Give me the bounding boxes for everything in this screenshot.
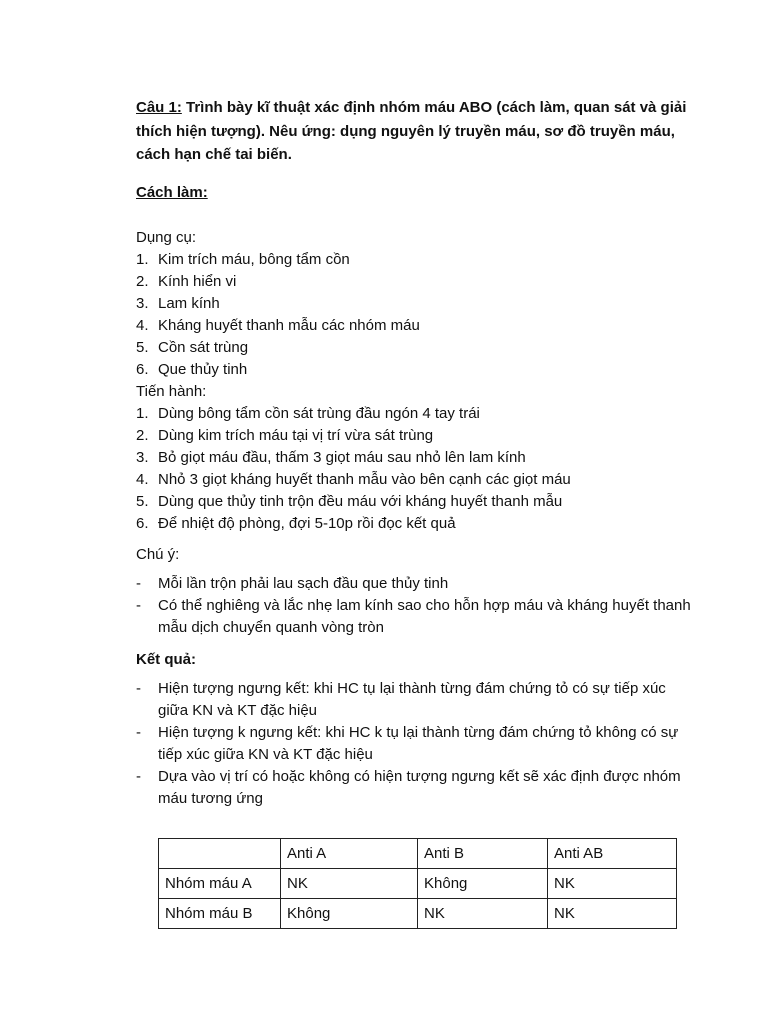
list-number: 6.	[136, 515, 149, 532]
table-row	[159, 869, 677, 899]
question-text: Trình bày kĩ thuật xác định nhóm máu ABO (cách làm, quan sát và giải thích hiện tượng). Nêu ứng: dụng nguyên lý truyền máu, sơ đồ truyền máu, cách hạn chế tai biến.	[136, 99, 687, 163]
list-text: Kim trích máu, bông tẩm cồn	[158, 251, 350, 268]
tools-heading: Dụng cụ:	[136, 229, 197, 246]
list-number: 1.	[136, 405, 149, 422]
results-section	[136, 649, 696, 810]
list-item	[136, 359, 696, 381]
list-item	[136, 513, 696, 535]
table-cell: NK	[548, 869, 677, 899]
list-text: Bỏ giọt máu đầu, thấm 3 giọt máu sau nhỏ lên lam kính	[158, 449, 526, 466]
table-cell: NK	[548, 899, 677, 929]
list-text: Mỗi lần trộn phải lau sạch đầu que thủy tinh	[158, 575, 449, 592]
list-item	[136, 425, 696, 447]
procedure-heading: Tiến hành:	[136, 383, 207, 400]
list-text: Que thủy tinh	[158, 361, 248, 378]
list-text: Cồn sát trùng	[158, 339, 249, 356]
question-label: Câu 1:	[136, 99, 182, 116]
table-cell: NK	[281, 869, 418, 899]
list-text: Lam kính	[158, 295, 220, 312]
list-text: Hiện tượng k ngưng kết: khi HC k tụ lại thành từng đám chứng tỏ không có sự tiếp xúc giữa KN và KT đặc hiệu	[158, 724, 679, 763]
list-text: Hiện tượng ngưng kết: khi HC tụ lại thành từng đám chứng tỏ có sự tiếp xúc giữa KN và KT đặc hiệu	[158, 680, 666, 719]
list-text: Có thể nghiêng và lắc nhẹ lam kính sao cho hỗn hợp máu và kháng huyết thanh mẫu dịch chuyển quanh vòng tròn	[158, 597, 691, 636]
list-item	[136, 293, 696, 315]
question-paragraph	[136, 96, 696, 167]
list-item	[136, 315, 696, 337]
table-cell: Anti AB	[548, 839, 677, 869]
list-text: Kháng huyết thanh mẫu các nhóm máu	[158, 317, 420, 334]
bullet-dash: -	[136, 575, 141, 592]
table-cell: Nhóm máu B	[159, 899, 281, 929]
method-heading: Cách làm:	[136, 184, 208, 201]
list-text: Dựa vào vị trí có hoặc không có hiện tượng ngưng kết sẽ xác định được nhóm máu tương ứng	[158, 768, 681, 807]
table-row	[159, 899, 677, 929]
list-text: Dùng que thủy tinh trộn đều máu với kháng huyết thanh mẫu	[158, 493, 563, 510]
list-item	[136, 595, 696, 639]
list-number: 5.	[136, 339, 149, 356]
results-heading: Kết quả:	[136, 651, 196, 668]
list-item	[136, 271, 696, 293]
table-header-row	[159, 839, 677, 869]
list-item	[136, 469, 696, 491]
list-number: 5.	[136, 493, 149, 510]
list-item	[136, 403, 696, 425]
list-item	[136, 678, 696, 722]
list-text: Dùng bông tẩm cồn sát trùng đầu ngón 4 tay trái	[158, 405, 480, 422]
table-cell: Không	[418, 869, 548, 899]
list-text: Kính hiển vi	[158, 273, 237, 290]
table-cell	[159, 839, 281, 869]
list-item	[136, 766, 696, 810]
list-number: 4.	[136, 471, 149, 488]
list-number: 4.	[136, 317, 149, 334]
bullet-dash: -	[136, 768, 141, 785]
notes-heading: Chú ý:	[136, 546, 180, 563]
table-cell: Anti B	[418, 839, 548, 869]
bullet-dash: -	[136, 597, 141, 614]
list-number: 3.	[136, 449, 149, 466]
list-item	[136, 249, 696, 271]
tools-section	[136, 227, 696, 381]
list-text: Dùng kim trích máu tại vị trí vừa sát trùng	[158, 427, 434, 444]
list-number: 3.	[136, 295, 149, 312]
notes-section	[136, 544, 696, 639]
list-item	[136, 722, 696, 766]
list-number: 6.	[136, 361, 149, 378]
list-item	[136, 337, 696, 359]
table-cell: Không	[281, 899, 418, 929]
list-item	[136, 573, 696, 595]
blood-group-table	[158, 838, 677, 929]
table-cell: Anti A	[281, 839, 418, 869]
list-text: Để nhiệt độ phòng, đợi 5-10p rồi đọc kết quả	[158, 515, 456, 532]
list-text: Nhỏ 3 giọt kháng huyết thanh mẫu vào bên cạnh các giọt máu	[158, 471, 571, 488]
list-item	[136, 447, 696, 469]
list-number: 1.	[136, 251, 149, 268]
list-number: 2.	[136, 427, 149, 444]
table-cell: Nhóm máu A	[159, 869, 281, 899]
bullet-dash: -	[136, 724, 141, 741]
list-item	[136, 491, 696, 513]
table-cell: NK	[418, 899, 548, 929]
list-number: 2.	[136, 273, 149, 290]
procedure-section	[136, 381, 696, 535]
bullet-dash: -	[136, 680, 141, 697]
